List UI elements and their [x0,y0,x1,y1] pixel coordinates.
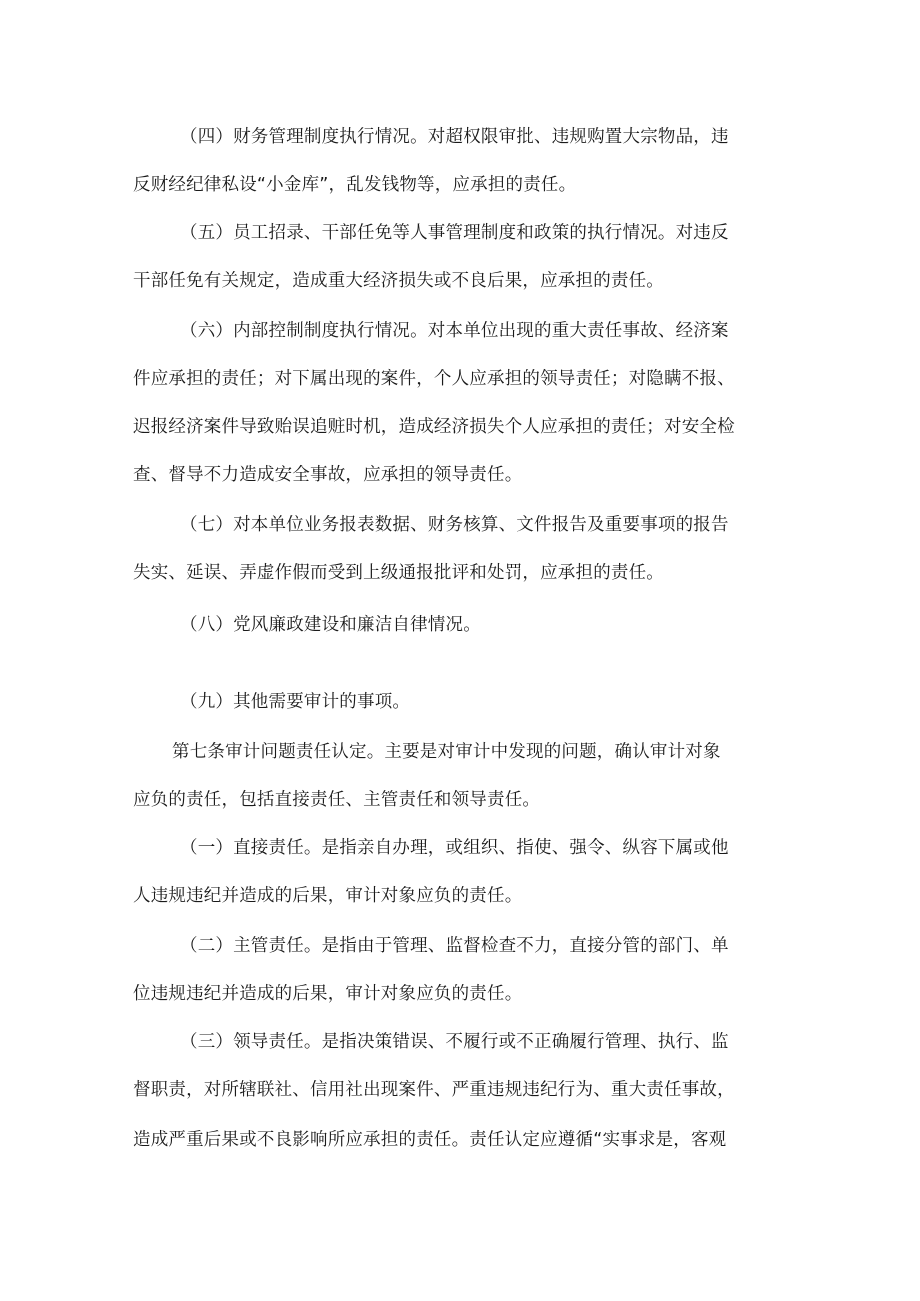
text-line: （一）直接责任。是指亲自办理，或组织、指使、强令、纵容下属或他 [180,838,729,858]
text-line: 反财经纪律私设“小金库”，乱发钱物等，应承担的责任。 [133,175,577,195]
text-line: （六）内部控制制度执行情况。对本单位出现的重大责任事故、经济案 [180,321,729,341]
text-line: 干部任免有关规定，造成重大经济损失或不良后果，应承担的责任。 [133,271,664,291]
text-line: 查、督导不力造成安全事故，应承担的领导责任。 [133,465,523,485]
text-line: 人违规违纪并造成的后果，审计对象应负的责任。 [133,886,523,906]
text-line: （八）党风廉政建设和廉洁自律情况。 [180,615,481,635]
text-line: 失实、延误、弄虚作假而受到上级通报批评和处罚，应承担的责任。 [133,563,664,583]
text-line: （五）员工招录、干部任免等人事管理制度和政策的执行情况。对违反 [180,223,729,243]
text-line: 位违规违纪并造成的后果，审计对象应负的责任。 [133,984,523,1004]
text-line: （三）领导责任。是指决策错误、不履行或不正确履行管理、执行、监 [180,1032,729,1052]
text-line: 第七条审计问题责任认定。主要是对审计中发现的问题，确认审计对象 [172,742,721,762]
text-line: 迟报经济案件导致贻误追赃时机，造成经济损失个人应承担的责任；对安全检 [133,417,735,437]
text-line: 督职责，对所辖联社、信用社出现案件、严重违规违纪行为、重大责任事故， [133,1080,735,1100]
text-line: （四）财务管理制度执行情况。对超权限审批、违规购置大宗物品，违 [180,127,729,147]
text-line: 件应承担的责任；对下属出现的案件，个人应承担的领导责任；对隐瞒不报、 [133,369,735,389]
text-line: （九）其他需要审计的事项。 [180,692,411,712]
text-line: （二）主管责任。是指由于管理、监督检查不力，直接分管的部门、单 [180,936,729,956]
text-line: （七）对本单位业务报表数据、财务核算、文件报告及重要事项的报告 [180,515,729,535]
text-line: 应负的责任，包括直接责任、主管责任和领导责任。 [133,790,541,810]
text-line: 造成严重后果或不良影响所应承担的责任。责任认定应遵循“实事求是，客观 [133,1130,727,1150]
